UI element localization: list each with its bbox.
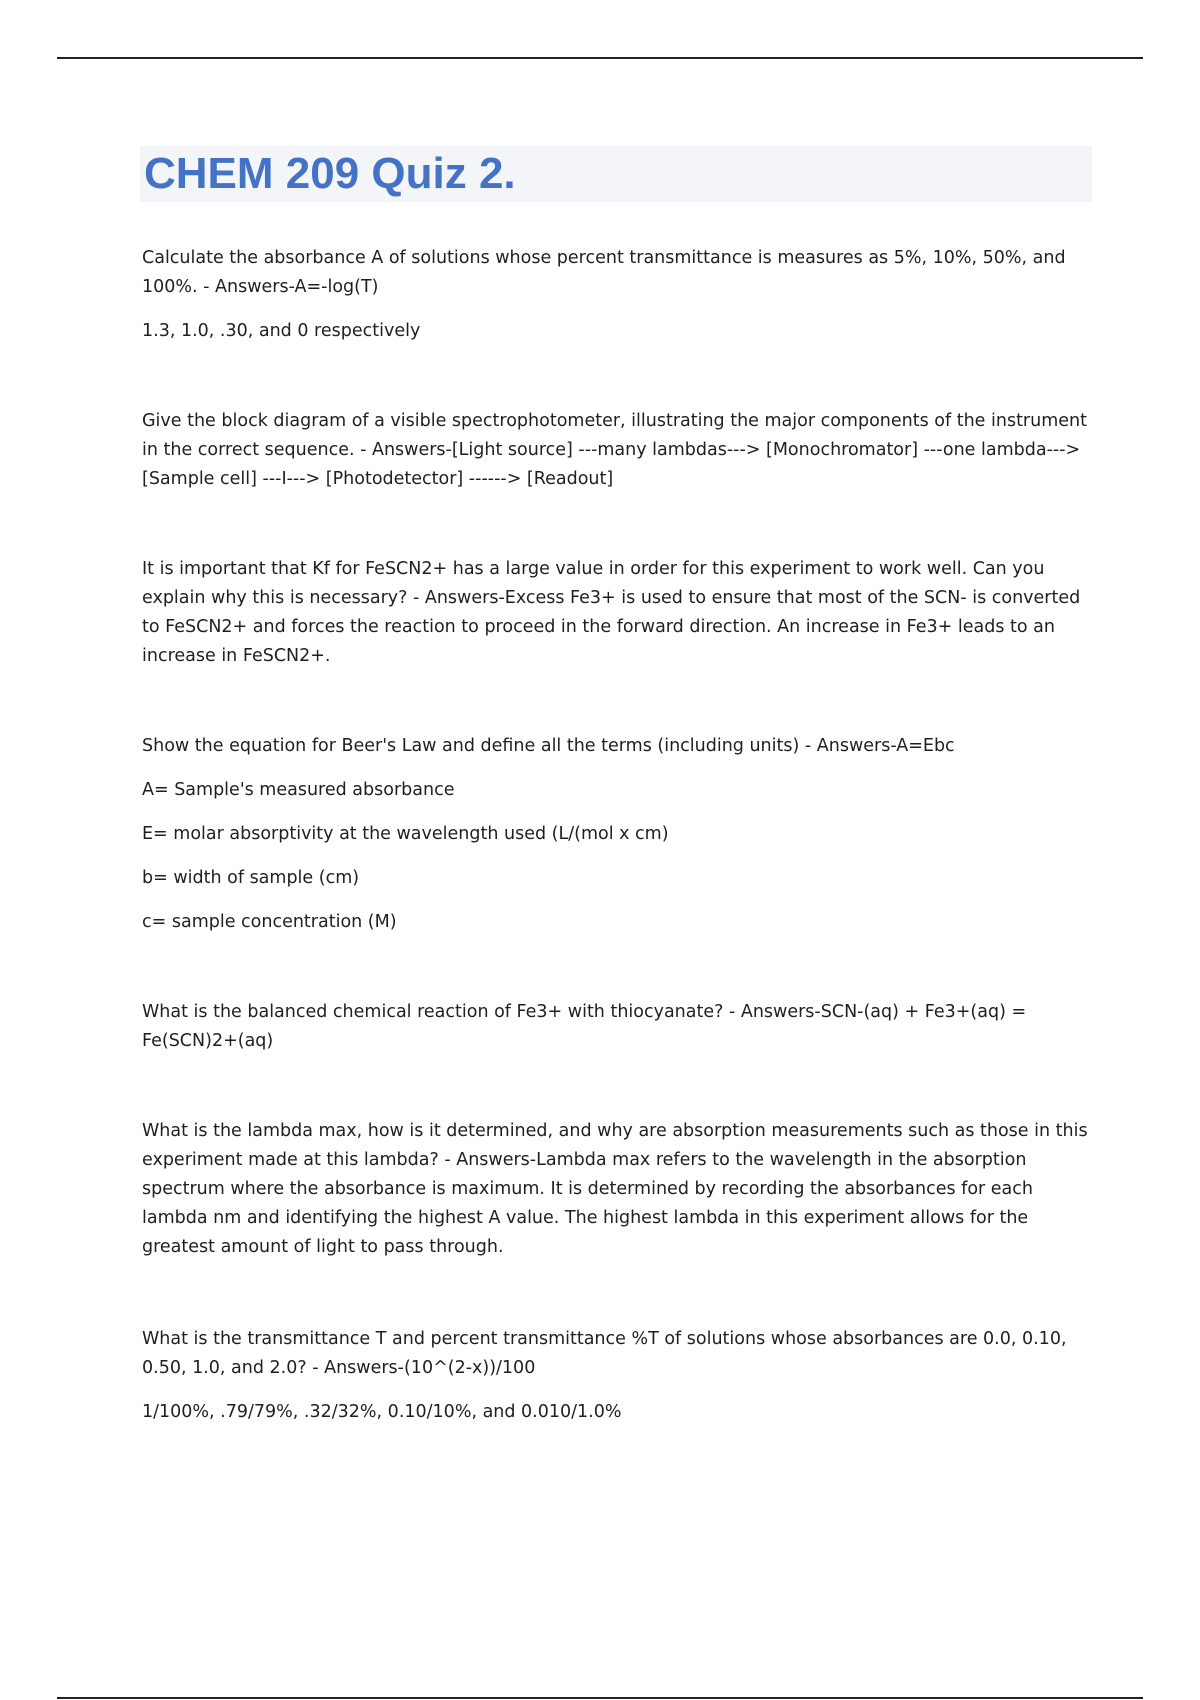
qa-item-5: [142, 998, 1092, 1056]
qa-item-6: [142, 1117, 1092, 1262]
answer-1-line: 1.3, 1.0, .30, and 0 respectively: [142, 321, 421, 341]
spacer: [142, 509, 1092, 555]
bottom-rule: [57, 1697, 1143, 1699]
top-rule: [57, 57, 1143, 59]
beers-law-term-b: b= width of sample (cm): [142, 868, 360, 888]
beers-law-term-c: c= sample concentration (M): [142, 912, 397, 932]
spacer: [142, 1277, 1092, 1325]
question-1: Calculate the absorbance A of solutions whose percent transmittance is measures as 5%, 10%, 50%, and 100%. - Answers-A=-log(T): [142, 248, 1066, 297]
spacer: [142, 952, 1092, 998]
beers-law-term-e: E= molar absorptivity at the wavelength used (L/(mol x cm): [142, 824, 669, 844]
document-page: [142, 146, 1092, 1442]
document-body: [142, 244, 1092, 1427]
document-title: CHEM 209 Quiz 2.: [144, 149, 516, 198]
spacer: [142, 361, 1092, 407]
question-5: What is the balanced chemical reaction of Fe3+ with thiocyanate? - Answers-SCN-(aq) + Fe3+(aq) = Fe(SCN)2+(aq): [142, 1002, 1027, 1051]
qa-item-7: [142, 1325, 1092, 1427]
title-bar: [140, 146, 1092, 202]
qa-item-1: [142, 244, 1092, 346]
beers-law-term-a: A= Sample's measured absorbance: [142, 780, 455, 800]
qa-item-3: [142, 555, 1092, 671]
question-6: What is the lambda max, how is it determined, and why are absorption measurements such as those in this experiment made at this lambda? - Answers-Lambda max refers to the wavelength in the absorption spectrum where the absorbance is maximum. It is determined by recording the absorbances for each lambda nm and identifying the highest A value. The highest lambda in this experiment allows for the greatest amount of light to pass through.: [142, 1121, 1088, 1257]
question-7: What is the transmittance T and percent transmittance %T of solutions whose absorbances are 0.0, 0.10, 0.50, 1.0, and 2.0? - Answers-(10^(2-x))/100: [142, 1329, 1067, 1378]
question-4: Show the equation for Beer's Law and define all the terms (including units) - Answers-A=Ebc: [142, 736, 955, 756]
question-3: It is important that Kf for FeSCN2+ has a large value in order for this experiment to work well. Can you explain why this is necessary? - Answers-Excess Fe3+ is used to ensure that most of the SCN- is converted to FeSCN2+ and forces the reaction to proceed in the forward direction. An increase in Fe3+ leads to an increase in FeSCN2+.: [142, 559, 1081, 666]
question-2: Give the block diagram of a visible spectrophotometer, illustrating the major components of the instrument in the correct sequence. - Answers-[Light source] ---many lambdas---> [Monochromator] ---one lambda---> [Sample cell] ---I---> [Photodetector] ------> [Readout]: [142, 411, 1087, 489]
spacer: [142, 1071, 1092, 1117]
answer-7-line: 1/100%, .79/79%, .32/32%, 0.10/10%, and 0.010/1.0%: [142, 1402, 622, 1422]
qa-item-4: [142, 732, 1092, 937]
qa-item-2: [142, 407, 1092, 494]
spacer: [142, 686, 1092, 732]
